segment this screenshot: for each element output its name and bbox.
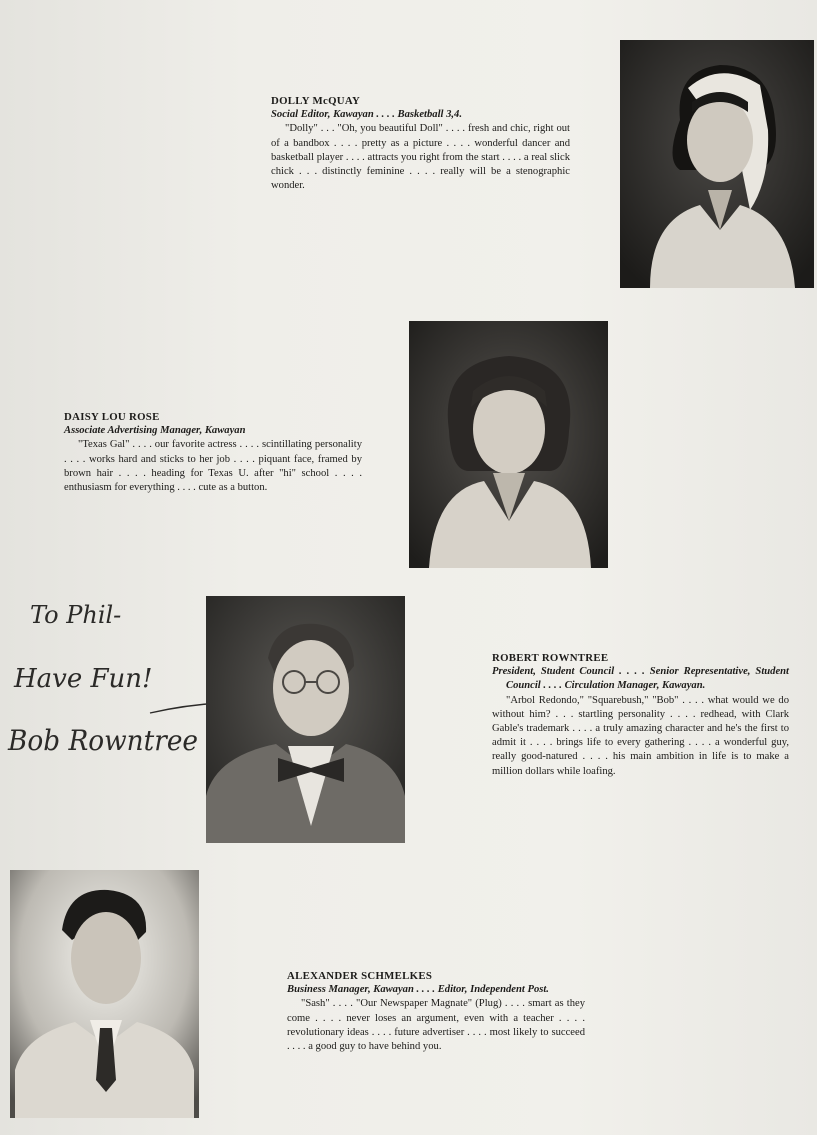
signature: Bob Rowntree: [7, 724, 199, 757]
portrait-photo-alexander-schmelkes: [10, 870, 199, 1118]
entry-dolly-mcquay: [271, 94, 570, 193]
handwritten-inscription: [0, 585, 240, 785]
portrait-photo-robert-rowntree: [206, 596, 405, 843]
entry-daisy-lou-rose: [64, 410, 362, 495]
entry-alexander-schmelkes: [287, 969, 585, 1054]
inscription-line-2: Have Fun!: [14, 664, 153, 694]
student-name: DOLLY McQUAY: [271, 95, 361, 107]
student-activities: Business Manager, Kawayan . . . . Editor, Independent Post.: [287, 984, 549, 996]
student-activities: Associate Advertising Manager, Kawayan: [64, 425, 246, 437]
portrait-photo-dolly-mcquay: [620, 40, 814, 288]
student-name: ROBERT ROWNTREE: [492, 652, 609, 664]
student-bio: "Texas Gal" . . . . our favorite actress . . . . scintillating personality . . . . works hard and sticks to her job . . . . piquant face, framed by brown hair . . . . heading for Texas U. after "hi" school . . . . enthusiasm for everything . . . . cute as a button.: [64, 439, 362, 494]
portrait-photo-daisy-lou-rose: [409, 321, 608, 568]
student-bio: "Sash" . . . . "Our Newspaper Magnate" (Plug) . . . . smart as they come . . . . never loses an argument, even with a teacher . . . . revolutionary ideas . . . . future advertiser . . . . most likely to succeed . . . . a good guy to have behind you.: [287, 998, 585, 1053]
student-activities: President, Student Council . . . . Senior Representative, Student Council . . . . Circulation Manager, Kawayan.: [492, 666, 789, 692]
student-name: ALEXANDER SCHMELKES: [287, 970, 433, 982]
student-name: DAISY LOU ROSE: [64, 411, 160, 423]
student-bio: "Arbol Redondo," "Squarebush," "Bob" . . . . what would we do without him? . . . startling personality . . . . redhead, with Clark Gable's trademark . . . . a truly amazing character and he's the first to admit it . . . . brings life to every gathering . . . . a wonderful guy, really good-natured . . . . his main ambition in life is to make a million dollars while loafing.: [492, 694, 789, 777]
student-bio: "Dolly" . . . "Oh, you beautiful Doll" . . . . fresh and chic, right out of a bandbox . . . . pretty as a picture . . . . wonderful dancer and basketball player . . . . attracts you right from the start . . . . a real slick chick . . . distinctly feminine . . . . really will be a stenographic wonder.: [271, 123, 570, 192]
inscription-line-1: To Phil-: [30, 601, 122, 629]
entry-robert-rowntree: [492, 651, 789, 779]
student-activities: Social Editor, Kawayan . . . . Basketball 3,4.: [271, 109, 463, 121]
